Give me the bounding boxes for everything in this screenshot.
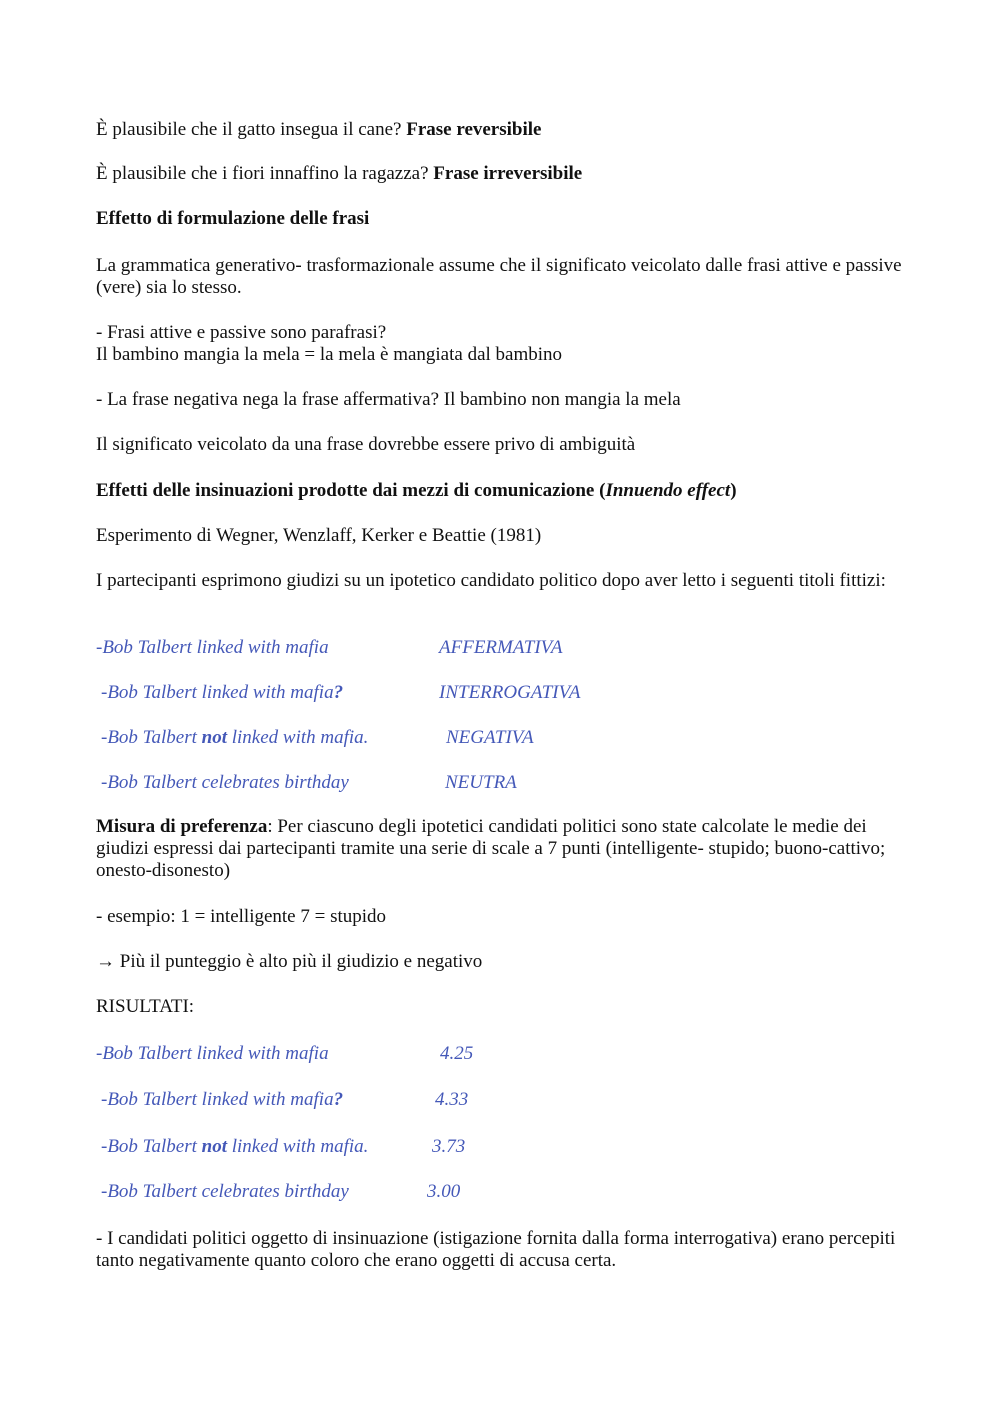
result-headline: -Bob Talbert not linked with mafia.: [101, 1136, 369, 1157]
label-reversible: Frase reversibile: [406, 119, 542, 140]
question-paraphrase: - Frasi attive e passive sono parafrasi?: [96, 322, 387, 343]
result-score: 3.00: [427, 1181, 461, 1202]
headline-type: NEUTRA: [445, 772, 517, 793]
result-headline: -Bob Talbert linked with mafia: [96, 1043, 329, 1064]
paragraph-conclusion: - I candidati politici oggetto di insinuazione (istigazione fornita dalla forma interrogativa) erano percepiti tanto negativamente quanto coloro che erano oggetti di accusa certa.: [96, 1228, 896, 1271]
question-reversible: È plausibile che il gatto insegua il cane? Frase reversibile: [96, 119, 542, 140]
result-score: 4.33: [435, 1089, 469, 1110]
headline-type: AFFERMATIVA: [439, 637, 563, 658]
heading-formulation: Effetto di formulazione delle frasi: [96, 208, 370, 229]
question-irreversible: È plausibile che i fiori innaffino la ragazza? Frase irreversibile: [96, 163, 583, 184]
results-heading: RISULTATI:: [96, 996, 195, 1017]
headline-type: INTERROGATIVA: [439, 682, 581, 703]
paragraph-experiment: Esperimento di Wegner, Wenzlaff, Kerker e Beattie (1981): [96, 525, 542, 546]
headline-text: -Bob Talbert linked with mafia: [96, 637, 329, 658]
paragraph-grammar: La grammatica generativo- trasformazionale assume che il significato veicolato dalle frasi attive e passive (vere) sia lo stesso.: [96, 255, 902, 298]
example-scale: - esempio: 1 = intelligente 7 = stupido: [96, 906, 387, 927]
headline-type: NEGATIVA: [446, 727, 534, 748]
paragraph-ambiguity: Il significato veicolato da una frase dovrebbe essere privo di ambiguità: [96, 434, 636, 455]
headline-text: -Bob Talbert linked with mafia?: [101, 682, 344, 703]
result-headline: -Bob Talbert celebrates birthday: [101, 1181, 349, 1202]
label-irreversible: Frase irreversibile: [433, 163, 583, 184]
paragraph-measure: Misura di preferenza: Per ciascuno degli ipotetici candidati politici sono state calcolate le medie dei giudizi espressi dai partecipanti tramite una serie di scale a 7 punti (intelligente- stupido; buono-cattivo; onesto-disonesto): [96, 816, 886, 881]
note-score: → Più il punteggio è alto più il giudizio e negativo: [96, 951, 483, 972]
headline-text: -Bob Talbert celebrates birthday: [101, 772, 349, 793]
result-score: 3.73: [432, 1136, 466, 1157]
result-headline: -Bob Talbert linked with mafia?: [101, 1089, 344, 1110]
paragraph-participants: I partecipanti esprimono giudizi su un ipotetico candidato politico dopo aver letto i seguenti titoli fittizi:: [96, 570, 886, 591]
result-score: 4.25: [440, 1043, 474, 1064]
heading-innuendo: Effetti delle insinuazioni prodotte dai mezzi di comunicazione (Innuendo effect): [96, 480, 737, 501]
question-negation: - La frase negativa nega la frase affermativa? Il bambino non mangia la mela: [96, 389, 681, 410]
example-paraphrase: Il bambino mangia la mela = la mela è mangiata dal bambino: [96, 344, 563, 365]
innuendo-term: Innuendo effect: [605, 480, 731, 501]
headline-text: -Bob Talbert not linked with mafia.: [101, 727, 369, 748]
